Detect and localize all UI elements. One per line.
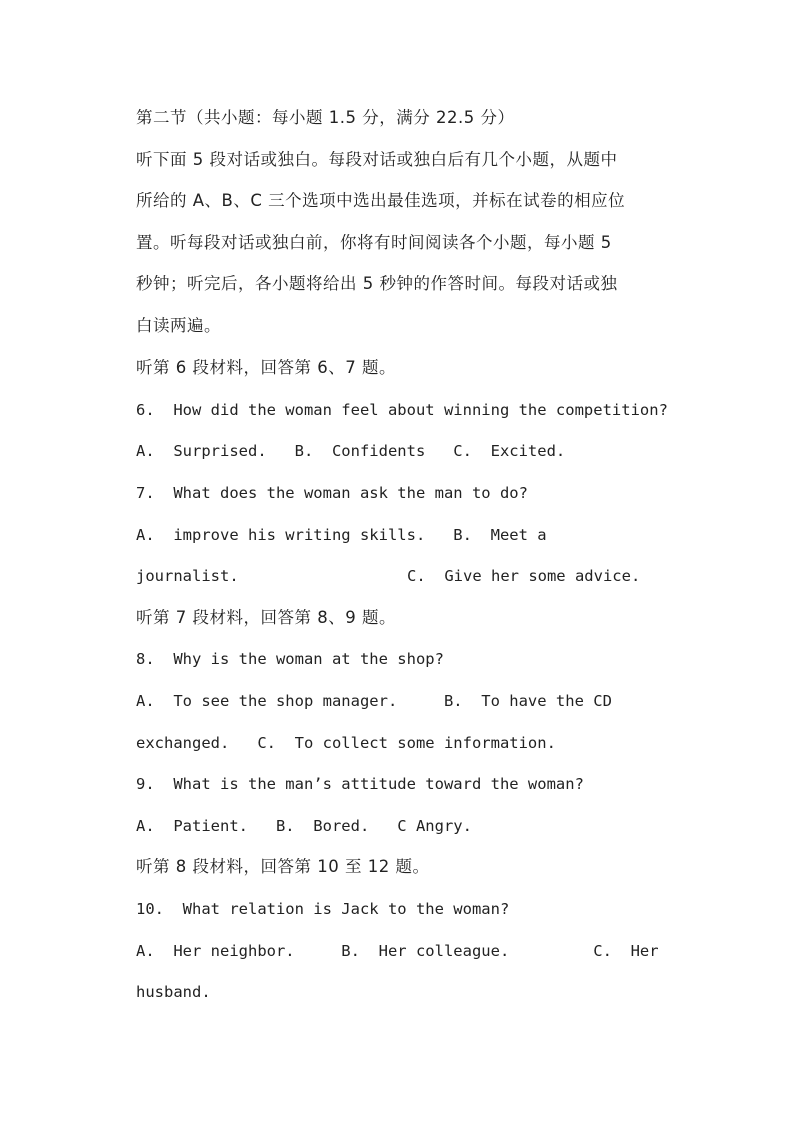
group-intro: 听第 8 段材料，回答第 10 至 12 题。 — [136, 857, 430, 876]
group-intro: 听第 6 段材料，回答第 6、7 题。 — [136, 358, 396, 377]
question-options: A. Her neighbor. B. Her colleague. C. Her — [136, 942, 659, 960]
question-options: A. improve his writing skills. B. Meet a — [136, 526, 547, 544]
instruction-line: 秒钟；听完后，各小题将给出 5 秒钟的作答时间。每段对话或独 — [136, 274, 618, 293]
question-stem: 10. What relation is Jack to the woman? — [136, 900, 510, 918]
question-options-continued — [136, 565, 641, 587]
group-intro: 听第 7 段材料，回答第 8、9 题。 — [136, 608, 396, 627]
option-text: C. Give her some advice. — [407, 567, 641, 585]
question-stem: 9. What is the man’s attitude toward the woman? — [136, 775, 584, 793]
instruction-line: 置。听每段对话或独白前，你将有时间阅读各个小题，每小题 5 — [136, 233, 612, 252]
question-options: A. Surprised. B. Confidents C. Excited. — [136, 442, 566, 460]
section-heading: 第二节（共小题：每小题 1.5 分，满分 22.5 分） — [136, 108, 515, 127]
question-stem: 6. How did the woman feel about winning the competition? — [136, 401, 668, 419]
instruction-line: 所给的 A、B、C 三个选项中选出最佳选项，并标在试卷的相应位 — [136, 191, 626, 210]
question-options: husband. — [136, 983, 211, 1001]
question-stem: 8. Why is the woman at the shop? — [136, 650, 444, 668]
instruction-line: 白读两遍。 — [136, 316, 221, 335]
option-text: journalist. — [136, 567, 239, 585]
question-options: A. Patient. B. Bored. C Angry. — [136, 817, 472, 835]
instruction-line: 听下面 5 段对话或独白。每段对话或独白后有几个小题，从题中 — [136, 150, 618, 169]
question-options: exchanged. C. To collect some information. — [136, 734, 556, 752]
question-options: A. To see the shop manager. B. To have the CD — [136, 692, 612, 710]
question-stem: 7. What does the woman ask the man to do? — [136, 484, 528, 502]
